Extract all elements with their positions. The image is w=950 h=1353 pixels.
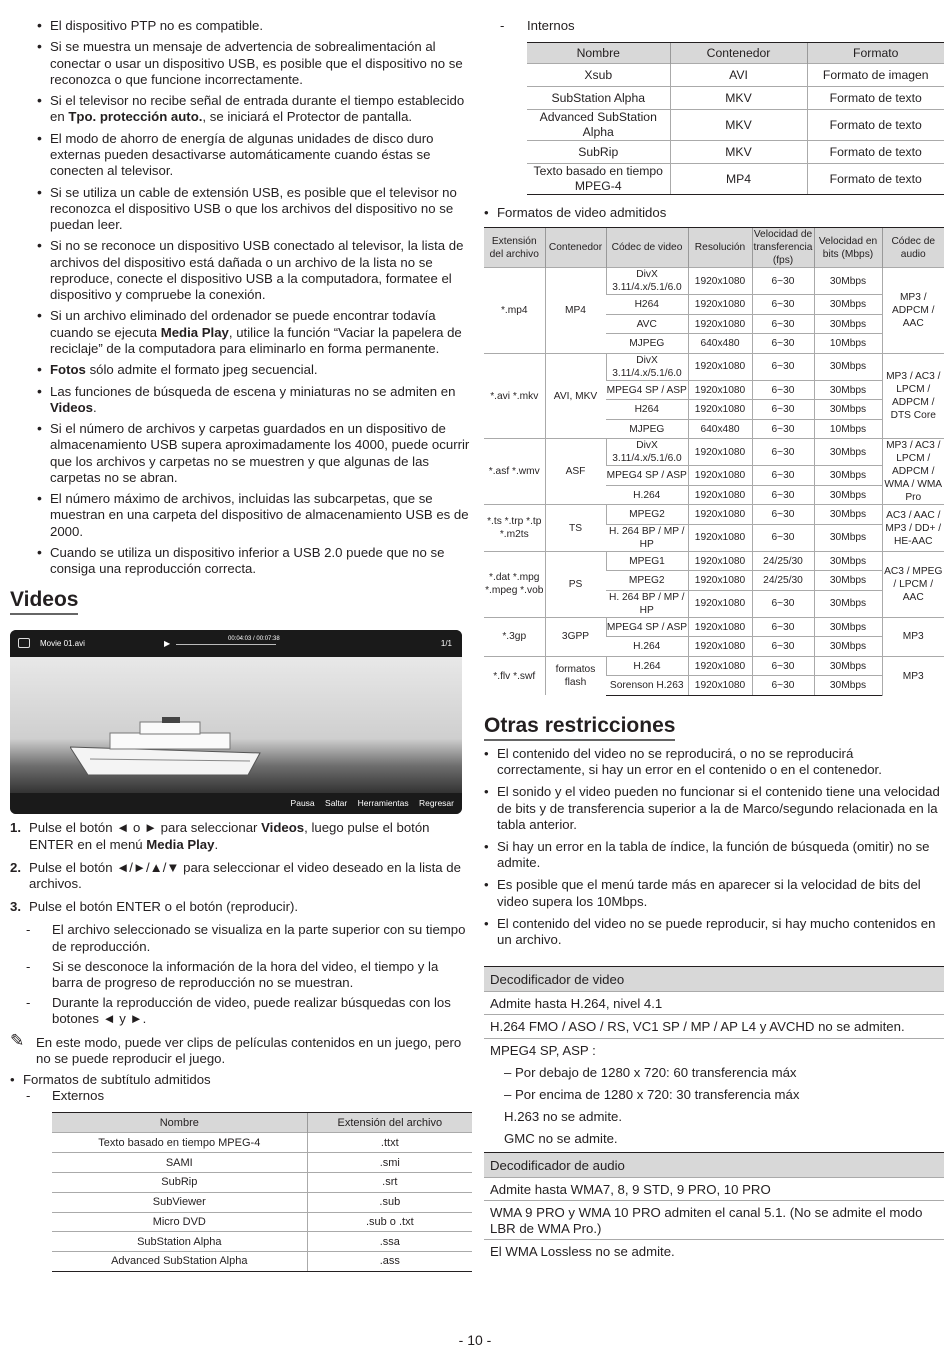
- table-cell: Formato de texto: [807, 141, 944, 164]
- player-time: 00:04:03 / 00:07:38: [228, 636, 280, 643]
- table-row: [484, 505, 944, 525]
- table-row: [52, 1192, 472, 1212]
- table-cell: MP3 / ADPCM / AAC: [882, 268, 944, 354]
- table-cell: DivX 3.11/4.x/5.1/6.0: [606, 439, 688, 466]
- list-item: • Si hay un error en la tabla de índice, la función de búsqueda (omitir) no se admite.: [484, 838, 930, 871]
- list-item: • Si un archivo eliminado del ordenador se puede encontrar todavía cuando se ejecuta Media Play, utilice la función “Vaciar la papelera de reciclaje” de la computadora para eliminarlo en forma permanente.: [37, 307, 462, 356]
- video-decoder-box: [484, 966, 944, 1262]
- table-cell: *.dat *.mpg *.mpeg *.vob: [484, 551, 545, 617]
- table-cell: H.264: [606, 656, 688, 676]
- table-cell: 3GPP: [545, 617, 606, 656]
- step-3: 3. Pulse el botón ENTER o el botón (reproducir).: [10, 899, 299, 915]
- table-cell: 6~30: [752, 268, 814, 295]
- step-1: 1. Pulse el botón ◄ o ► para seleccionar Videos, luego pulse el botón ENTER en el menú Media Play.: [10, 820, 430, 852]
- table-cell: 6~30: [752, 466, 814, 486]
- table-cell: 30Mbps: [814, 524, 882, 551]
- table-cell: 1920x1080: [688, 439, 752, 466]
- table-cell: 1920x1080: [688, 268, 752, 295]
- list-item: • Si no se reconoce un dispositivo USB conectado al televisor, la lista de archivos del dispositivo está dañada o un archivo de la lista no se reproduce, conecte el dispositivo USB a la computadora, formatee el dispositivo y compruebe la conexión.: [37, 237, 464, 302]
- table-cell: Advanced SubStation Alpha: [52, 1252, 307, 1272]
- table-cell: 1920x1080: [688, 353, 752, 380]
- table-cell: ASF: [545, 439, 606, 505]
- video-steps: [10, 820, 472, 915]
- table-cell: 30Mbps: [814, 295, 882, 315]
- table-cell: 30Mbps: [814, 617, 882, 637]
- dash-note: - Si se desconoce la información de la hora del video, el tiempo y la barra de progreso de reproducción no se muestran.: [26, 958, 439, 990]
- page-number: - 10 -: [458, 1332, 492, 1348]
- table-cell: AVI, MKV: [545, 353, 606, 439]
- table-row: [527, 164, 944, 195]
- table-row: [484, 656, 944, 676]
- table-cell: 1920x1080: [688, 400, 752, 420]
- table-cell: MP3: [882, 656, 944, 695]
- table-cell: 30Mbps: [814, 485, 882, 505]
- table-cell: AVC: [606, 314, 688, 334]
- column-header: Formato: [807, 43, 944, 64]
- table-cell: MP4: [670, 164, 807, 195]
- table-row: [52, 1173, 472, 1193]
- table-cell: TS: [545, 505, 606, 552]
- table-cell: 10Mbps: [814, 419, 882, 439]
- table-cell: MPEG4 SP / ASP: [606, 617, 688, 637]
- table-cell: 6~30: [752, 505, 814, 525]
- table-cell: MKV: [670, 110, 807, 141]
- table-cell: 24/25/30: [752, 551, 814, 571]
- list-item: • El sonido y el video pueden no funcionar si el contenido tiene una velocidad de bits y de transferencia superior a la de Marco/segundo relacionada en la tabla anterior.: [484, 784, 940, 832]
- table-cell: Formato de imagen: [807, 64, 944, 87]
- table-cell: 1920x1080: [688, 590, 752, 617]
- table-cell: SubStation Alpha: [527, 87, 670, 110]
- decoder-line: H.264 FMO / ASO / RS, VC1 SP / MP / AP L4 y AVCHD no se admiten.: [484, 1014, 944, 1037]
- decoder-line: H.263 no se admite.: [504, 1109, 623, 1125]
- table-cell: 6~30: [752, 676, 814, 696]
- table-cell: 6~30: [752, 485, 814, 505]
- table-cell: H.264: [606, 485, 688, 505]
- play-icon: ▶: [164, 639, 171, 649]
- table-cell: H. 264 BP / MP / HP: [606, 590, 688, 617]
- table-cell: MPEG1: [606, 551, 688, 571]
- list-item: • El número máximo de archivos, incluidas las subcarpetas, que se muestran en una carpeta del dispositivo de almacenamiento USB es de 2000.: [37, 490, 469, 539]
- video-formats-table: [484, 227, 944, 696]
- video-formats-label: • Formatos de video admitidos: [484, 205, 667, 221]
- step-2: 2. Pulse el botón ◄/►/▲/▼ para seleccionar el video deseado en la lista de archivos.: [10, 859, 461, 891]
- skip-control: Saltar: [325, 798, 348, 809]
- table-cell: 6~30: [752, 353, 814, 380]
- table-cell: SAMI: [52, 1153, 307, 1173]
- table-cell: AC3 / AAC / MP3 / DD+ / HE-AAC: [882, 505, 944, 552]
- decoder-line: El WMA Lossless no se admite.: [484, 1239, 944, 1262]
- table-cell: 30Mbps: [814, 466, 882, 486]
- video-decoder-title: Decodificador de video: [484, 966, 944, 991]
- table-row: [484, 617, 944, 637]
- list-item: • El contenido del video no se puede reproducir, si hay mucho contenidos en un archivo.: [484, 915, 936, 947]
- table-cell: 6~30: [752, 590, 814, 617]
- table-cell: PS: [545, 551, 606, 617]
- table-cell: 1920x1080: [688, 637, 752, 657]
- column-header: Velocidad en bits (Mbps): [814, 228, 882, 268]
- table-cell: MP3 / AC3 / LPCM / ADPCM / DTS Core: [882, 353, 944, 439]
- table-cell: Texto basado en tiempo MPEG-4: [527, 164, 670, 195]
- table-cell: 1920x1080: [688, 656, 752, 676]
- table-cell: 1920x1080: [688, 295, 752, 315]
- pause-control: Pausa: [290, 798, 315, 809]
- table-cell: Xsub: [527, 64, 670, 87]
- table-cell: 30Mbps: [814, 590, 882, 617]
- table-cell: Formato de texto: [807, 87, 944, 110]
- table-cell: 1920x1080: [688, 314, 752, 334]
- player-top-bar: [10, 630, 462, 657]
- table-cell: Formato de texto: [807, 164, 944, 195]
- table-cell: 640x480: [688, 419, 752, 439]
- table-cell: 30Mbps: [814, 551, 882, 571]
- section-title-videos: Videos: [10, 588, 78, 615]
- dash-note: - Durante la reproducción de video, puede realizar búsquedas con los botones ◄ y ►.: [26, 995, 451, 1027]
- subtitle-formats-label: • Formatos de subtítulo admitidos: [10, 1072, 211, 1087]
- table-cell: H. 264 BP / MP / HP: [606, 524, 688, 551]
- player-file-name: Movie 01.avi: [40, 639, 85, 649]
- table-row: [52, 1133, 472, 1153]
- externos-label: - Externos: [26, 1088, 105, 1104]
- table-cell: 6~30: [752, 295, 814, 315]
- table-cell: 6~30: [752, 617, 814, 637]
- table-cell: SubRip: [52, 1173, 307, 1193]
- table-cell: MJPEG: [606, 419, 688, 439]
- table-cell: 30Mbps: [814, 637, 882, 657]
- table-cell: 1920x1080: [688, 676, 752, 696]
- table-cell: MKV: [670, 141, 807, 164]
- list-item: • Fotos sólo admite el formato jpeg secuencial.: [37, 361, 318, 378]
- table-cell: *.mp4: [484, 268, 545, 354]
- table-cell: 6~30: [752, 637, 814, 657]
- table-cell: formatos flash: [545, 656, 606, 695]
- table-cell: 30Mbps: [814, 268, 882, 295]
- decoder-line: WMA 9 PRO y WMA 10 PRO admiten el canal 5.1. (No se admite el modo LBR de WMA Pro.): [484, 1200, 944, 1239]
- table-cell: 6~30: [752, 380, 814, 400]
- column-header: Nombre: [52, 1113, 307, 1133]
- column-header: Extensión del archivo: [307, 1113, 472, 1133]
- column-header: Códec de audio: [882, 228, 944, 268]
- table-cell: 640x480: [688, 334, 752, 354]
- table-cell: MPEG4 SP / ASP: [606, 466, 688, 486]
- table-cell: DivX 3.11/4.x/5.1/6.0: [606, 268, 688, 295]
- otras-list: [484, 746, 944, 948]
- table-cell: 6~30: [752, 334, 814, 354]
- table-cell: 1920x1080: [688, 485, 752, 505]
- table-cell: 30Mbps: [814, 353, 882, 380]
- list-item: • Es posible que el menú tarde más en aparecer si la velocidad de bits del video supera los 10Mbps.: [484, 877, 921, 909]
- list-item: • El contenido del video no se reproducirá, o no se reproducirá correctamente, si hay un error en el contenido o en el contenedor.: [484, 745, 882, 778]
- table-cell: 1920x1080: [688, 466, 752, 486]
- table-cell: SubStation Alpha: [52, 1232, 307, 1252]
- list-item: • Si el televisor no recibe señal de entrada durante el tiempo establecido en Tpo. protección auto., se iniciará el Protector de pantalla.: [37, 92, 465, 125]
- list-item: • El dispositivo PTP no es compatible.: [37, 17, 264, 33]
- table-cell: Formato de texto: [807, 110, 944, 141]
- table-cell: *.flv *.swf: [484, 656, 545, 695]
- table-row: [52, 1212, 472, 1232]
- table-cell: 30Mbps: [814, 314, 882, 334]
- table-row: [527, 87, 944, 110]
- table-cell: MPEG4 SP / ASP: [606, 380, 688, 400]
- table-cell: H264: [606, 295, 688, 315]
- table-cell: 1920x1080: [688, 380, 752, 400]
- table-row: [527, 141, 944, 164]
- table-cell: AVI: [670, 64, 807, 87]
- table-cell: MPEG2: [606, 571, 688, 591]
- table-cell: SubViewer: [52, 1192, 307, 1212]
- table-cell: *.ts *.trp *.tp *.m2ts: [484, 505, 545, 552]
- table-row: [484, 353, 944, 380]
- column-header: Velocidad de transferencia (fps): [753, 229, 813, 267]
- table-cell: .ttxt: [307, 1133, 472, 1153]
- player-count: 1/1: [440, 639, 452, 649]
- list-item: • Las funciones de búsqueda de escena y miniaturas no se admiten en Videos.: [37, 382, 456, 415]
- table-cell: Texto basado en tiempo MPEG-4: [52, 1133, 307, 1153]
- table-cell: SubRip: [527, 141, 670, 164]
- section-title-otras: Otras restricciones: [484, 714, 675, 741]
- table-cell: MP4: [545, 268, 606, 354]
- list-item: • El modo de ahorro de energía de algunas unidades de disco duro externas pueden desactivarse automáticamente cuando éstas se conecten al televisor.: [37, 129, 434, 179]
- column-header: Contenedor: [670, 43, 807, 64]
- table-cell: 30Mbps: [814, 676, 882, 696]
- table-cell: MP3 / AC3 / LPCM / ADPCM / WMA / WMA Pro: [882, 439, 944, 505]
- list-item: • Cuando se utiliza un dispositivo inferior a USB 2.0 puede que no se consiga una reproducción correcta.: [37, 543, 445, 577]
- cruise-ship-picture: [70, 717, 270, 777]
- table-cell: MP3: [882, 617, 944, 656]
- table-cell: 6~30: [752, 439, 814, 466]
- table-cell: 24/25/30: [752, 571, 814, 591]
- table-cell: 1920x1080: [688, 617, 752, 637]
- table-cell: Sorenson H.263: [606, 676, 688, 696]
- column-header: Extensión del archivo: [484, 228, 545, 268]
- table-cell: 6~30: [752, 314, 814, 334]
- return-control: Regresar: [419, 798, 454, 809]
- decoder-line: – Por debajo de 1280 x 720: 60 transferencia máx: [504, 1064, 797, 1080]
- internal-subtitles-table: [527, 42, 944, 195]
- player-controls-bar: [10, 793, 462, 814]
- decoder-line: – Por encima de 1280 x 720: 30 transferencia máx: [504, 1086, 800, 1102]
- table-cell: .smi: [307, 1153, 472, 1173]
- table-cell: 6~30: [752, 419, 814, 439]
- table-row: [52, 1232, 472, 1252]
- table-cell: 1920x1080: [688, 505, 752, 525]
- decoder-line: MPEG4 SP, ASP :: [484, 1038, 944, 1061]
- table-cell: *.asf *.wmv: [484, 439, 545, 505]
- audio-decoder-title: Decodificador de audio: [484, 1152, 944, 1177]
- list-item: • Si el número de archivos y carpetas guardados en un dispositivo de almacenamiento USB supera aproximadamente los 4000, puede ocurrir que los archivos y carpetas no se muestren y que algunas de las carpetas no se abran.: [37, 420, 470, 485]
- table-cell: MKV: [670, 87, 807, 110]
- table-cell: H264: [606, 400, 688, 420]
- table-row: [484, 551, 944, 571]
- table-cell: MPEG2: [606, 505, 688, 525]
- external-subtitles-table: [52, 1112, 472, 1272]
- table-cell: .srt: [307, 1173, 472, 1193]
- table-cell: 10Mbps: [814, 334, 882, 354]
- table-cell: 30Mbps: [814, 656, 882, 676]
- decoder-line: Admite hasta WMA7, 8, 9 STD, 9 PRO, 10 PRO: [484, 1177, 944, 1200]
- table-cell: 30Mbps: [814, 380, 882, 400]
- table-cell: .ssa: [307, 1232, 472, 1252]
- table-cell: *.3gp: [484, 617, 545, 656]
- table-row: [484, 268, 944, 295]
- table-cell: *.avi *.mkv: [484, 353, 545, 439]
- tools-control: Herramientas: [357, 798, 409, 809]
- table-cell: MJPEG: [606, 334, 688, 354]
- movie-icon: [18, 638, 30, 648]
- table-cell: 6~30: [752, 524, 814, 551]
- table-cell: AC3 / MPEG / LPCM / AAC: [882, 551, 944, 617]
- table-row: [484, 439, 944, 466]
- table-cell: 30Mbps: [814, 571, 882, 591]
- table-cell: .sub o .txt: [307, 1212, 472, 1232]
- right-column: [484, 0, 944, 1262]
- table-cell: .ass: [307, 1252, 472, 1272]
- table-cell: Micro DVD: [52, 1212, 307, 1232]
- dash-note: - El archivo seleccionado se visualiza en la parte superior con su tiempo de reproducción.: [26, 922, 466, 954]
- table-row: [52, 1252, 472, 1272]
- table-cell: H.264: [606, 637, 688, 657]
- table-row: [52, 1153, 472, 1173]
- table-cell: 30Mbps: [814, 505, 882, 525]
- column-header: Nombre: [527, 43, 670, 64]
- table-cell: Advanced SubStation Alpha: [527, 110, 670, 141]
- table-row: [527, 110, 944, 141]
- decoder-line: Admite hasta H.264, nivel 4.1: [484, 991, 944, 1014]
- column-header: Contenedor: [545, 228, 606, 268]
- pencil-icon: ✎: [10, 1030, 25, 1050]
- usb-notes-list: [10, 18, 472, 577]
- pencil-note: ✎ En este modo, puede ver clips de películas contenidos en un juego, pero no se puede reproducir el juego.: [10, 1030, 462, 1066]
- video-player-screenshot: [10, 630, 462, 814]
- table-cell: 6~30: [752, 656, 814, 676]
- table-cell: .sub: [307, 1192, 472, 1212]
- column-header: Códec de video: [606, 228, 688, 268]
- table-cell: 1920x1080: [688, 571, 752, 591]
- table-cell: DivX 3.11/4.x/5.1/6.0: [606, 353, 688, 380]
- internos-label: - Internos: [500, 18, 575, 33]
- table-cell: 1920x1080: [688, 551, 752, 571]
- table-row: [527, 64, 944, 87]
- table-cell: 6~30: [752, 400, 814, 420]
- table-cell: 30Mbps: [814, 439, 882, 466]
- list-item: • Si se muestra un mensaje de advertencia de sobrealimentación al conectar o usar un dispositivo USB, es posible que el dispositivo no se reconozca o que funcione incorrectamente.: [37, 38, 463, 87]
- list-item: • Si se utiliza un cable de extensión USB, es posible que el televisor no reconozca el dispositivo USB o que los archivos del dispositivo no se puedan leer.: [37, 183, 457, 232]
- column-header: Resolución: [688, 228, 752, 268]
- ship-image: [10, 657, 462, 793]
- table-cell: 1920x1080: [688, 524, 752, 551]
- left-column: [10, 0, 472, 1272]
- decoder-line: GMC no se admite.: [504, 1131, 618, 1147]
- table-cell: 30Mbps: [814, 400, 882, 420]
